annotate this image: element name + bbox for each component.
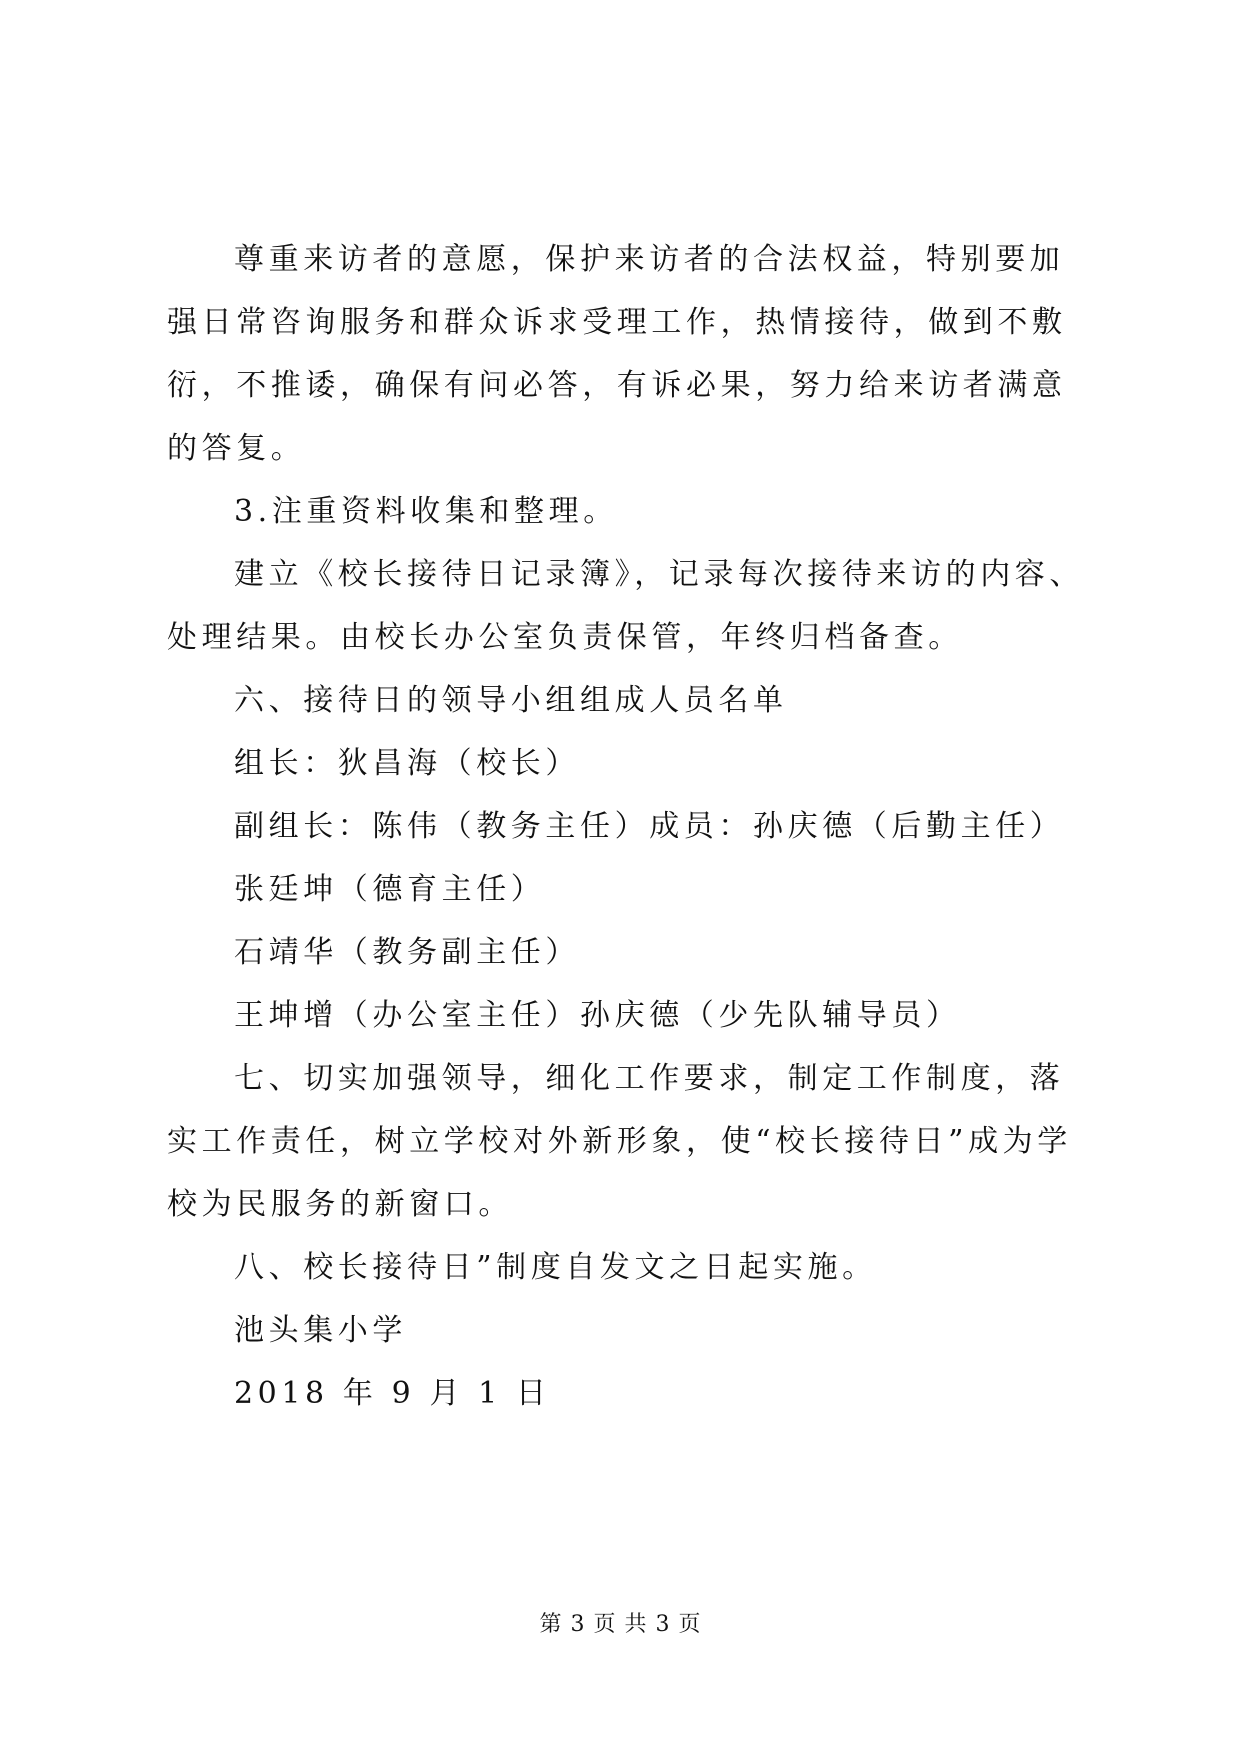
document-body bbox=[167, 228, 1087, 1425]
member-leader: 组长：狄昌海（校长） bbox=[234, 746, 580, 781]
member-moral-education: 张廷坤（德育主任） bbox=[234, 872, 546, 907]
section-heading-leadership-group: 六、接待日的领导小组组成人员名单 bbox=[234, 683, 788, 718]
paragraph-visitor-rights: 尊重来访者的意愿，保护来访者的合法权益，特别要加强日常咨询服务和群众诉求受理工作，热情接待，做到不敷衍，不推诿，确保有问必答，有诉必果，努力给来访者满意的答复。 bbox=[167, 242, 1067, 466]
signature-school-name: 池头集小学 bbox=[234, 1313, 407, 1348]
paragraph-record-book: 建立《校长接待日记录簿》，记录每次接待来访的内容、处理结果。由校长办公室负责保管，年终归档备查。 bbox=[167, 557, 1084, 655]
member-deputy-academic: 石靖华（教务副主任） bbox=[234, 935, 580, 970]
paragraph-heading-data-collection: 3.注重资料收集和整理。 bbox=[234, 494, 618, 529]
member-office-director: 王坤增（办公室主任）孙庆德（少先队辅导员） bbox=[234, 998, 961, 1033]
section-eight-implementation: 八、校长接待日”制度自发文之日起实施。 bbox=[234, 1250, 877, 1285]
signature-date: 2018 年 9 月 1 日 bbox=[234, 1376, 551, 1411]
section-seven-leadership: 七、切实加强领导，细化工作要求，制定工作制度，落实工作责任，树立学校对外新形象，使“校长接待日”成为学校为民服务的新窗口。 bbox=[167, 1061, 1072, 1222]
member-deputy-leader: 副组长：陈伟（教务主任）成员：孙庆德（后勤主任） bbox=[234, 809, 1065, 844]
page-number-footer: 第 3 页 共 3 页 bbox=[539, 1612, 702, 1637]
